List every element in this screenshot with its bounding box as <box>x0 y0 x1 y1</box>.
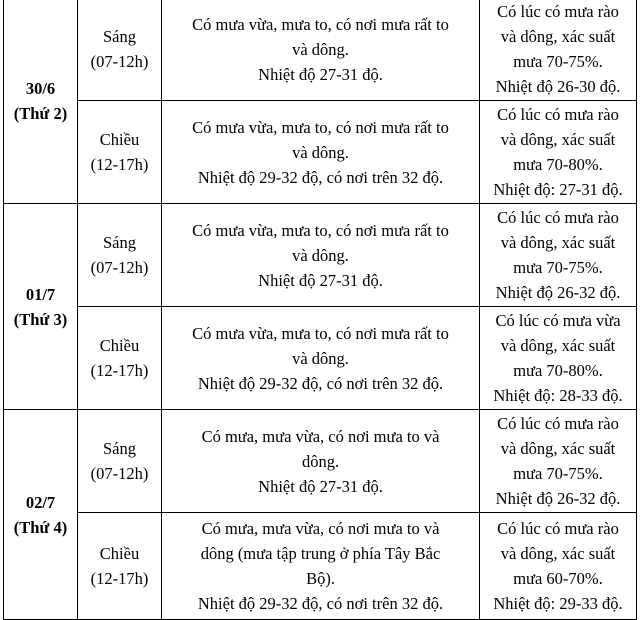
description-line: và dông. <box>292 348 349 368</box>
description-cell <box>162 0 480 101</box>
description-line: Bộ). <box>306 569 335 588</box>
probability-cell <box>480 513 637 620</box>
probability-line: Nhiệt độ 26-30 độ. <box>495 77 621 96</box>
day-date: 02/7 <box>25 492 56 512</box>
description-line: Có mưa, mưa vừa, có nơi mưa to và <box>201 519 440 538</box>
probability-line: mưa 70-75%. <box>513 258 603 277</box>
description-line: Nhiệt độ 27-31 độ. <box>258 476 383 496</box>
probability-line: Có lúc có mưa rào <box>497 208 619 227</box>
table-row <box>4 410 637 513</box>
probability-line: mưa 60-70%. <box>513 569 603 588</box>
probability-line: và dông, xác suất <box>500 233 616 252</box>
description-line: dông (mưa tập trung ở phía Tây Bắc <box>200 544 441 563</box>
period-hours: (07-12h) <box>90 464 149 483</box>
description-line: Nhiệt độ 29-32 độ, có nơi trên 32 độ. <box>197 167 444 187</box>
description-line: dông. <box>301 451 340 471</box>
probability-line: Có lúc có mưa rào <box>497 414 619 433</box>
probability-cell <box>480 204 637 307</box>
probability-line: và dông, xác suất <box>500 336 616 355</box>
probability-line: Có lúc có mưa rào <box>497 519 619 538</box>
probability-line: mưa 70-75%. <box>513 464 603 483</box>
period-hours: (12-17h) <box>90 155 149 174</box>
period-name: Chiều <box>99 544 140 563</box>
probability-line: Nhiệt độ: 28-33 độ. <box>493 386 623 405</box>
description-line: Có mưa vừa, mưa to, có nơi mưa rất to <box>192 117 449 137</box>
table-row <box>4 513 637 620</box>
probability-line: Có lúc có mưa rào <box>497 105 619 124</box>
description-line: Có mưa vừa, mưa to, có nơi mưa rất to <box>192 220 449 240</box>
period-name: Sáng <box>103 27 136 46</box>
period-hours: (07-12h) <box>90 52 149 71</box>
probability-cell <box>480 410 637 513</box>
forecast-table-body <box>4 0 637 620</box>
description-cell <box>162 101 480 204</box>
table-row <box>4 204 637 307</box>
period-cell <box>78 0 162 101</box>
description-line: và dông. <box>292 142 349 162</box>
description-cell <box>162 410 480 513</box>
table-row <box>4 307 637 410</box>
description-cell <box>162 513 480 620</box>
day-date: 30/6 <box>25 78 56 98</box>
weather-forecast-table <box>3 0 637 620</box>
period-cell <box>78 101 162 204</box>
description-line: và dông. <box>292 39 349 59</box>
day-date: 01/7 <box>25 284 56 304</box>
probability-cell <box>480 101 637 204</box>
probability-line: mưa 70-75%. <box>513 52 603 71</box>
period-cell <box>78 307 162 410</box>
period-hours: (12-17h) <box>90 569 149 588</box>
period-name: Chiều <box>99 130 140 149</box>
day-weekday: (Thứ 4) <box>13 517 68 537</box>
table-row <box>4 0 637 101</box>
period-name: Chiều <box>99 336 140 355</box>
period-name: Sáng <box>103 439 136 458</box>
probability-cell <box>480 307 637 410</box>
period-name: Sáng <box>103 233 136 252</box>
probability-line: và dông, xác suất <box>500 130 616 149</box>
probability-line: mưa 70-80%. <box>513 155 603 174</box>
period-cell <box>78 204 162 307</box>
day-cell <box>4 410 78 620</box>
probability-line: và dông, xác suất <box>500 544 616 563</box>
description-line: Nhiệt độ 27-31 độ. <box>258 64 383 84</box>
description-line: Nhiệt độ 27-31 độ. <box>258 270 383 290</box>
description-cell <box>162 307 480 410</box>
probability-line: Có lúc có mưa rào <box>497 2 619 21</box>
period-cell <box>78 513 162 620</box>
period-hours: (07-12h) <box>90 258 149 277</box>
day-cell <box>4 204 78 410</box>
description-line: Nhiệt độ 29-32 độ, có nơi trên 32 độ. <box>197 373 444 393</box>
description-line: và dông. <box>292 245 349 265</box>
description-line: Nhiệt độ 29-32 độ, có nơi trên 32 độ. <box>197 594 444 613</box>
description-line: Có mưa, mưa vừa, có nơi mưa to và <box>201 426 440 446</box>
probability-line: Nhiệt độ 26-32 độ. <box>495 283 621 302</box>
probability-line: Có lúc có mưa vừa <box>495 311 621 330</box>
probability-line: Nhiệt độ: 29-33 độ. <box>493 594 623 613</box>
description-line: Có mưa vừa, mưa to, có nơi mưa rất to <box>192 14 449 34</box>
description-cell <box>162 204 480 307</box>
probability-line: và dông, xác suất <box>500 27 616 46</box>
day-cell <box>4 0 78 204</box>
probability-cell <box>480 0 637 101</box>
day-weekday: (Thứ 2) <box>13 103 68 123</box>
probability-line: mưa 70-80%. <box>513 361 603 380</box>
day-weekday: (Thứ 3) <box>13 309 68 329</box>
description-line: Có mưa vừa, mưa to, có nơi mưa rất to <box>192 323 449 343</box>
probability-line: và dông, xác suất <box>500 439 616 458</box>
period-hours: (12-17h) <box>90 361 149 380</box>
table-row <box>4 101 637 204</box>
probability-line: Nhiệt độ: 27-31 độ. <box>493 180 623 199</box>
probability-line: Nhiệt độ 26-32 độ. <box>495 489 621 508</box>
period-cell <box>78 410 162 513</box>
